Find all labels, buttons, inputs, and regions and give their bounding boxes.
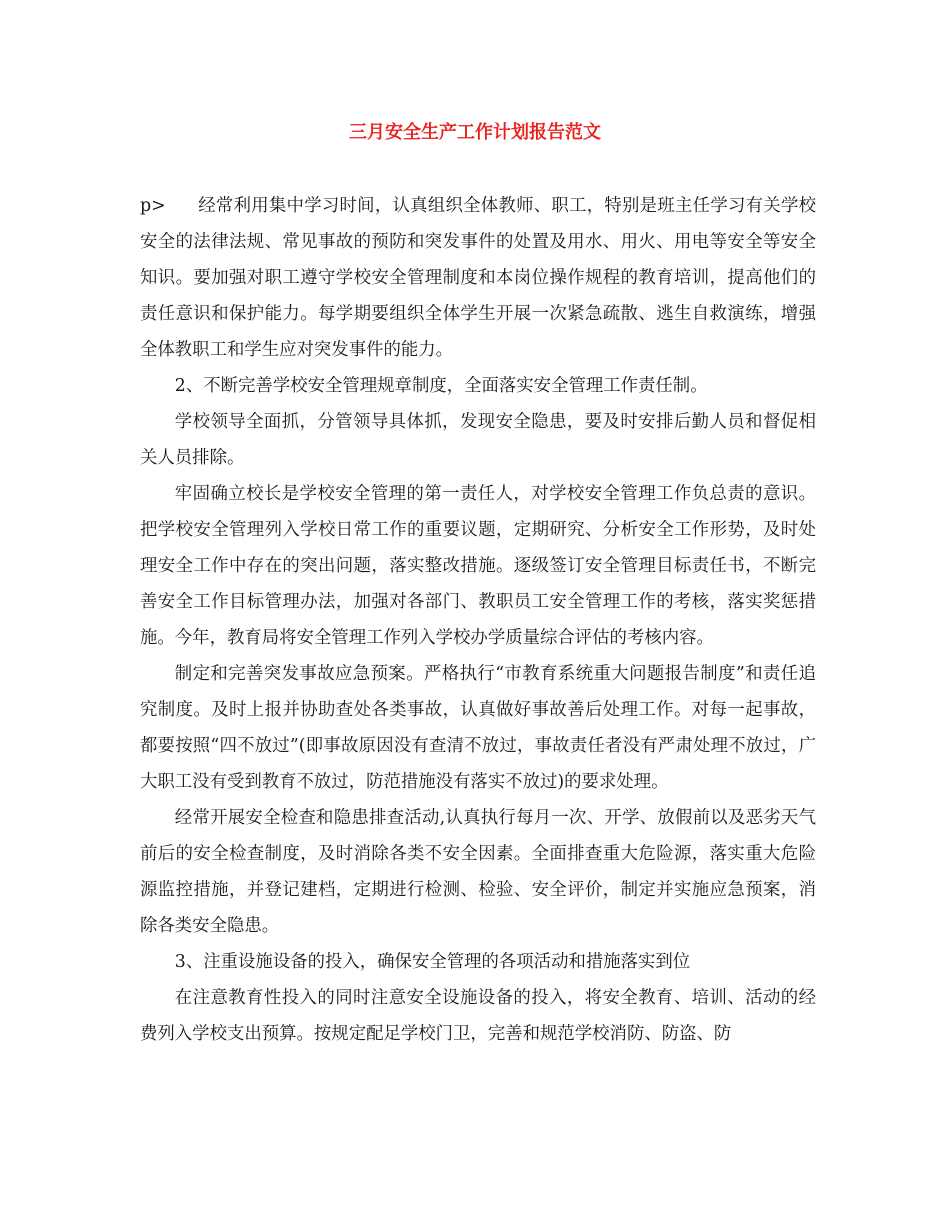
paragraph-prefix: p> (140, 196, 166, 216)
paragraph-8: 在注意教育性投入的同时注意安全设施设备的投入，将安全教育、培训、活动的经费列入学校支出预算。按规定配足学校门卫，完善和规范学校消防、防盗、防 (140, 988, 816, 1044)
paragraph-3: 学校领导全面抓，分管领导具体抓，发现安全隐患，要及时安排后勤人员和督促相关人员排除。 (140, 412, 816, 468)
paragraph-text: 经常利用集中学习时间，认真组织全体教师、职工，特别是班主任学习有关学校安全的法律法规、常见事故的预防和突发事件的处置及用水、用火、用电等安全等安全知识。要加强对职工遵守学校安全管理制度和本岗位操作规程的教育培训，提高他们的责任意识和保护能力。每学期要组织全体学生开展一次紧急疏散、逃生自救演练，增强全体教职工和学生应对突发事件的能力。 (140, 196, 816, 360)
paragraph-4: 牢固确立校长是学校安全管理的第一责任人，对学校安全管理工作负总责的意识。把学校安全管理列入学校日常工作的重要议题，定期研究、分析安全工作形势，及时处理安全工作中存在的突出问题，落实整改措施。逐级签订安全管理目标责任书，不断完善安全工作目标管理办法，加强对各部门、教职员工安全管理工作的考核，落实奖惩措施。今年，教育局将安全管理工作列入学校办学质量综合评估的考核内容。 (140, 484, 816, 648)
paragraph-2: 2、不断完善学校安全管理规章制度，全面落实安全管理工作责任制。 (174, 376, 708, 396)
paragraph-1 (140, 188, 816, 368)
paragraph-7: 3、注重设施设备的投入，确保安全管理的各项活动和措施落实到位 (174, 952, 691, 972)
paragraph-6: 经常开展安全检查和隐患排查活动,认真执行每月一次、开学、放假前以及恶劣天气前后的安全检查制度，及时消除各类不安全因素。全面排查重大危险源，落实重大危险源监控措施，并登记建档，定期进行检测、检验、安全评价，制定并实施应急预案，消除各类安全隐患。 (140, 808, 816, 936)
document-body (140, 188, 816, 1052)
paragraph-5: 制定和完善突发事故应急预案。严格执行“市教育系统重大问题报告制度”和责任追究制度。及时上报并协助查处各类事故，认真做好事故善后处理工作。对每一起事故，都要按照“四不放过”(即事故原因没有查清不放过，事故责任者没有严肃处理不放过，广大职工没有受到教育不放过，防范措施没有落实不放过)的要求处理。 (140, 664, 816, 792)
document-title: 三月安全生产工作计划报告范文 (349, 122, 601, 143)
